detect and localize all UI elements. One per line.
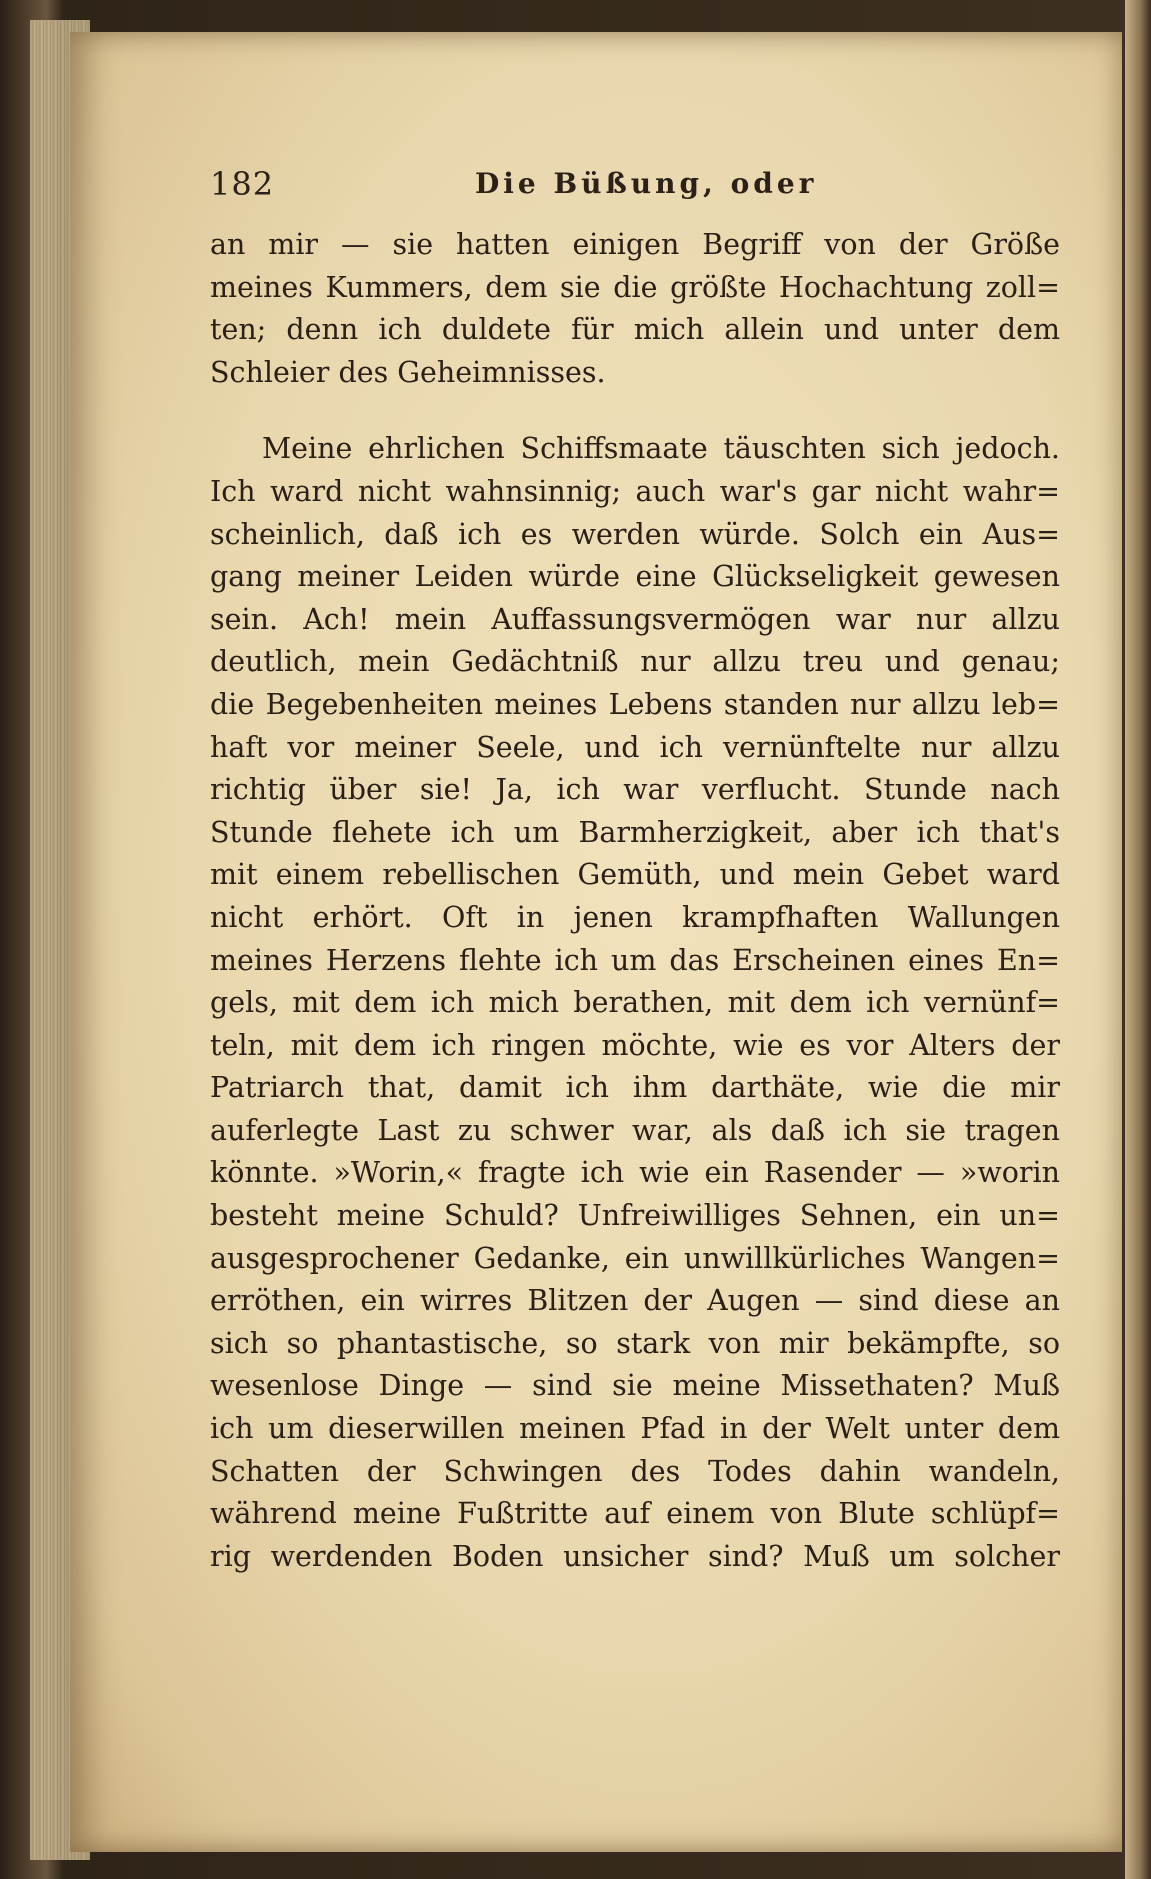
text-line: wesenlose Dinge — sind sie meine Missethaten? Muß bbox=[210, 1369, 1060, 1403]
text-line: Schleier des Geheimnisses. bbox=[210, 355, 606, 389]
text-line: an mir — sie hatten einigen Begriff von der Größe bbox=[210, 228, 1060, 261]
text-line: nicht erhört. Oft in jenen krampfhaften Wallungen bbox=[210, 900, 1060, 934]
text-line: richtig über sie! Ja, ich war verflucht. Stunde nach bbox=[210, 773, 1060, 807]
text-line: haft vor meiner Seele, und ich vernünftelte nur allzu bbox=[210, 730, 1060, 764]
text-line: Schatten der Schwingen des Todes dahin wandeln, bbox=[210, 1454, 1060, 1488]
text-line: scheinlich, daß ich es werden würde. Solch ein Aus= bbox=[210, 517, 1060, 551]
text-line: teln, mit dem ich ringen möchte, wie es vor Alters der bbox=[210, 1028, 1060, 1062]
page-number: 182 bbox=[210, 165, 275, 203]
body-text bbox=[210, 224, 1060, 1578]
text-line: mit einem rebellischen Gemüth, und mein Gebet ward bbox=[210, 858, 1060, 892]
text-line: auferlegte Last zu schwer war, als daß ich sie tragen bbox=[210, 1113, 1060, 1147]
text-line: besteht meine Schuld? Unfreiwilliges Sehnen, ein un= bbox=[210, 1199, 1060, 1233]
running-head: Die Büßung, oder bbox=[475, 167, 818, 200]
text-line: könnte. »Worin,« fragte ich wie ein Rasender — »worin bbox=[210, 1156, 1060, 1190]
text-line: erröthen, ein wirres Blitzen der Augen — sind diese an bbox=[210, 1284, 1060, 1318]
text-line: während meine Fußtritte auf einem von Blute schlüpf= bbox=[210, 1497, 1060, 1531]
text-line: Patriarch that, damit ich ihm darthäte, wie die mir bbox=[210, 1071, 1060, 1105]
text-line: rig werdenden Boden unsicher sind? Muß um solcher bbox=[210, 1539, 1060, 1573]
page-header bbox=[210, 165, 1060, 213]
text-line: meines Kummers, dem sie die größte Hochachtung zoll= bbox=[210, 270, 1060, 304]
text-line: die Begebenheiten meines Lebens standen nur allzu leb= bbox=[210, 687, 1060, 721]
text-line: Ich ward nicht wahnsinnig; auch war's gar nicht wahr= bbox=[210, 474, 1060, 508]
text-line: ausgesprochener Gedanke, ein unwillkürliches Wangen= bbox=[210, 1241, 1060, 1275]
text-line: ich um dieserwillen meinen Pfad in der Welt unter dem bbox=[210, 1412, 1060, 1446]
text-line: ten; denn ich duldete für mich allein und unter dem bbox=[210, 313, 1060, 347]
text-line: deutlich, mein Gedächtniß nur allzu treu und genau; bbox=[210, 645, 1060, 679]
text-line: sich so phantastische, so stark von mir bekämpfte, so bbox=[210, 1326, 1060, 1360]
text-line: gels, mit dem ich mich berathen, mit dem ich vernünf= bbox=[210, 986, 1060, 1020]
paragraph-gap bbox=[210, 394, 1060, 428]
text-line: Stunde flehete ich um Barmherzigkeit, aber ich that's bbox=[210, 815, 1060, 849]
text-line: meines Herzens flehte ich um das Erscheinen eines En= bbox=[210, 943, 1060, 977]
text-line: gang meiner Leiden würde eine Glückseligkeit gewesen bbox=[210, 560, 1060, 594]
right-page-margin bbox=[1125, 0, 1151, 1879]
text-line: sein. Ach! mein Auffassungsvermögen war nur allzu bbox=[210, 602, 1060, 636]
text-line: Meine ehrlichen Schiffsmaate täuschten sich jedoch. bbox=[262, 432, 1060, 466]
